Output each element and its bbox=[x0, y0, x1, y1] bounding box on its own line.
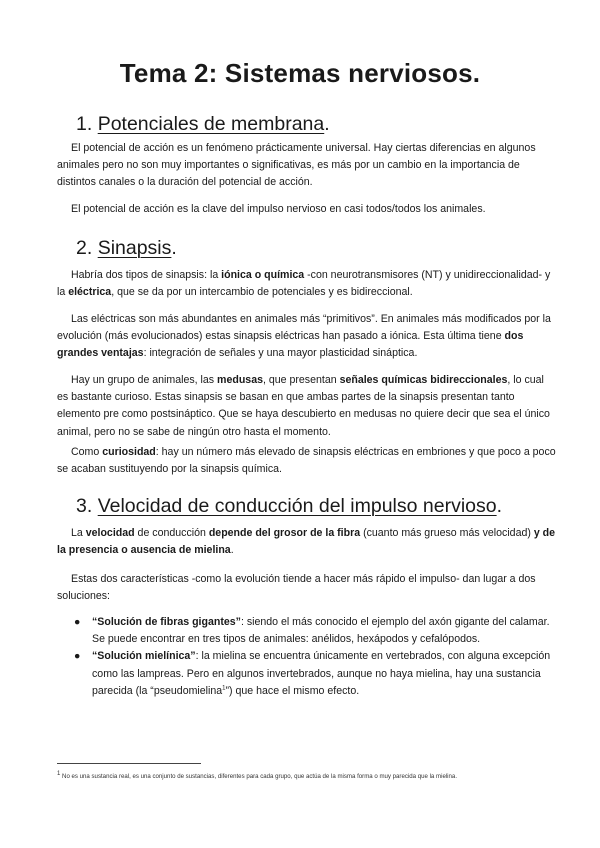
section-1-paragraph-2 bbox=[57, 201, 557, 218]
section-2-trail: . bbox=[171, 237, 177, 259]
text-run: La bbox=[71, 527, 86, 539]
text-run: ”) que hace el mismo efecto. bbox=[225, 684, 360, 697]
text-run: -con neurotransmisores (NT) y unidireccionalidad- y la bbox=[57, 269, 551, 299]
bold-run: y de la presencia o ausencia de mielina bbox=[57, 527, 556, 557]
footnote-divider bbox=[57, 763, 201, 764]
footnote-mark: 1 bbox=[57, 770, 61, 777]
bold-run: eléctrica bbox=[68, 286, 112, 299]
footnote-reference[interactable]: 1 bbox=[222, 685, 226, 692]
text-run: Como bbox=[71, 446, 103, 458]
bold-run: “Solución de fibras gigantes” bbox=[92, 616, 241, 628]
section-2-title: Sinapsis bbox=[97, 237, 172, 259]
section-3-paragraph-1 bbox=[57, 525, 557, 559]
text-run: Las eléctricas son más abundantes en animales más “primitivos”. En animales más modificados por la evolución (más evolucionados) estas sinapsis eléctricas han pasado a iónica. Esta última tiene bbox=[57, 313, 551, 343]
bold-run: dos grandes ventajas bbox=[57, 330, 524, 360]
section-2-paragraph-3 bbox=[57, 372, 557, 441]
text-run: Habría dos tipos de sinapsis: la bbox=[71, 269, 222, 281]
text-run: : hay un número más elevado de sinapsis eléctricas en embriones y que poco a poco se acaban sustituyendo por la sinapsis química. bbox=[57, 446, 556, 476]
section-3-paragraph-2 bbox=[57, 571, 557, 605]
section-2-paragraph-1 bbox=[57, 267, 557, 301]
list-item bbox=[57, 614, 557, 648]
bold-run: medusas bbox=[217, 374, 263, 386]
section-2-number: 2. bbox=[76, 237, 93, 259]
paragraph-text: El potencial de acción es un fenómeno prácticamente universal. Hay ciertas diferencias en algunos animales pero no son muy importantes o significativas, es más por un cambio en la importancia de distintos canales o la duración del potencial de acción. bbox=[57, 142, 536, 189]
text-run: (cuanto más grueso más velocidad) bbox=[360, 527, 534, 539]
bullet-icon: ● bbox=[74, 650, 81, 663]
text-run: : integración de señales y una mayor plasticidad sináptica. bbox=[143, 347, 418, 360]
paragraph-text: Estas dos características -como la evolución tiende a hacer más rápido el impulso- dan lugar a dos soluciones: bbox=[57, 573, 536, 603]
footnote bbox=[57, 772, 547, 782]
section-3-title: Velocidad de conducción del impulso nervioso bbox=[97, 495, 497, 517]
bold-run: curiosidad bbox=[102, 446, 156, 458]
section-3-number: 3. bbox=[76, 495, 93, 517]
solutions-list bbox=[57, 614, 557, 700]
section-1-trail: . bbox=[324, 113, 330, 135]
section-2-heading bbox=[76, 237, 177, 260]
document-title: Tema 2: Sistemas nerviosos. bbox=[119, 58, 481, 88]
text-run: , que presentan bbox=[262, 374, 340, 386]
text-run: : siendo el más conocido el ejemplo del axón gigante del calamar. Se puede encontrar en tres tipos de animales: anélidos, hexápodos y cefalópodos. bbox=[92, 616, 550, 646]
bold-run: señales químicas bidireccionales bbox=[339, 374, 508, 386]
section-3-trail: . bbox=[496, 495, 503, 517]
text-run: de conducción bbox=[134, 527, 209, 539]
list-item bbox=[57, 648, 557, 700]
bullet-icon: ● bbox=[74, 616, 81, 628]
text-run: . bbox=[230, 544, 234, 557]
paragraph-text: El potencial de acción es la clave del impulso nervioso en casi todos/todos los animales. bbox=[71, 203, 486, 215]
text-run: : la mielina se encuentra únicamente en vertebrados, con alguna excepción como las lampreas. Pero en algunos invertebrados, aunque no haya mielina, hay una sustancia parecida (la “pseudomielina bbox=[92, 650, 551, 697]
footnote-text: No es una sustancia real, es una conjunto de sustancias, diferentes para cada grupo, que actúa de la misma forma o muy parecida que la mielina. bbox=[60, 773, 458, 780]
section-1-heading bbox=[76, 113, 330, 136]
bold-run: iónica o química bbox=[221, 269, 305, 281]
section-2-paragraph-2 bbox=[57, 311, 557, 363]
text-run: , lo cual es bastante curioso. Estas sinapsis se basan en que ambas partes de la sinapsis presentan tanto elemento pre como postsináptico. Que se haya descubierto en medusas no quiere decir que sea el único animal, pero no se sabe de ningún otro hasta el momento. bbox=[57, 374, 550, 438]
section-1-title: Potenciales de membrana bbox=[97, 113, 325, 135]
bold-run: “Solución mielínica” bbox=[92, 650, 196, 663]
bold-run: velocidad bbox=[85, 527, 135, 539]
bold-run: depende del grosor de la fibra bbox=[208, 527, 361, 539]
text-run: , que se da por un intercambio de potenciales y es bidireccional. bbox=[111, 286, 413, 299]
section-2-paragraph-4 bbox=[57, 444, 557, 478]
section-3-heading bbox=[76, 495, 502, 518]
text-run: Hay un grupo de animales, las bbox=[71, 374, 218, 386]
section-1-number: 1. bbox=[76, 113, 93, 135]
section-1-paragraph-1 bbox=[57, 140, 557, 192]
